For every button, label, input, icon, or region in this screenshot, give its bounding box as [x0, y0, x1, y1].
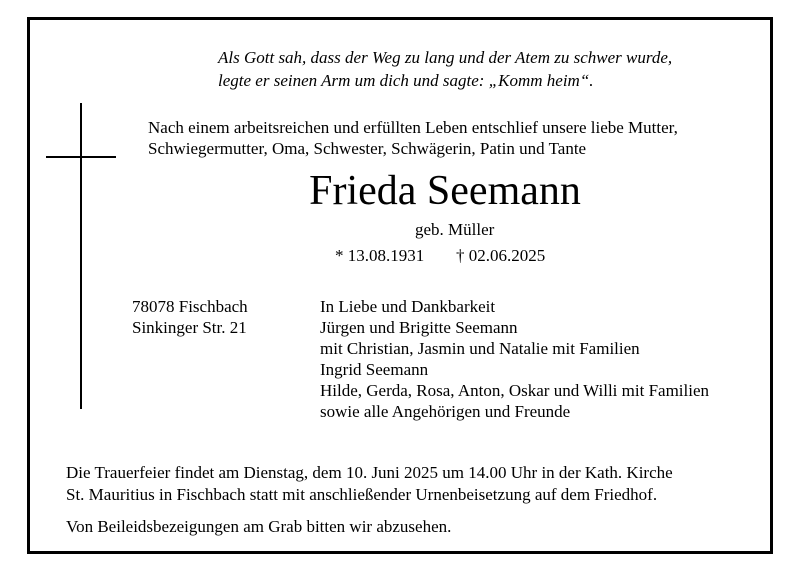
- mourner-line: Ingrid Seemann: [320, 360, 429, 379]
- condolence-note: Von Beileidsbezeigungen am Grab bitten wir abzusehen.: [66, 517, 452, 536]
- address-line-1: 78078 Fischbach: [132, 297, 248, 316]
- mourner-line: Hilde, Gerda, Rosa, Anton, Oskar und Willi mit Familien: [320, 381, 710, 400]
- quote-line-2: legte er seinen Arm um dich und sagte: „Komm heim“.: [218, 71, 594, 90]
- mourner-line: Jürgen und Brigitte Seemann: [320, 318, 518, 337]
- mourner-line: sowie alle Angehörigen und Freunde: [320, 402, 571, 421]
- death-date: † 02.06.2025: [456, 246, 546, 265]
- mourners-list: [320, 296, 709, 422]
- funeral-line-2: St. Mauritius in Fischbach statt mit anschließender Urnenbeisetzung auf dem Friedhof.: [66, 485, 658, 504]
- mourner-line: mit Christian, Jasmin und Natalie mit Familien: [320, 339, 640, 358]
- mourner-line: In Liebe und Dankbarkeit: [320, 297, 496, 316]
- intro-line-2: Schwiegermutter, Oma, Schwester, Schwägerin, Patin und Tante: [148, 139, 587, 158]
- maiden-name: geb. Müller: [415, 220, 495, 239]
- address-line-2: Sinkinger Str. 21: [132, 318, 247, 337]
- birth-date: * 13.08.1931: [335, 246, 425, 265]
- intro-line-1: Nach einem arbeitsreichen und erfüllten Leben entschlief unsere liebe Mutter,: [148, 118, 678, 137]
- funeral-line-1: Die Trauerfeier findet am Dienstag, dem 10. Juni 2025 um 14.00 Uhr in der Kath. Kirche: [66, 463, 673, 482]
- deceased-name: Frieda Seemann: [309, 168, 581, 214]
- quote-line-1: Als Gott sah, dass der Weg zu lang und der Atem zu schwer wurde,: [218, 48, 673, 67]
